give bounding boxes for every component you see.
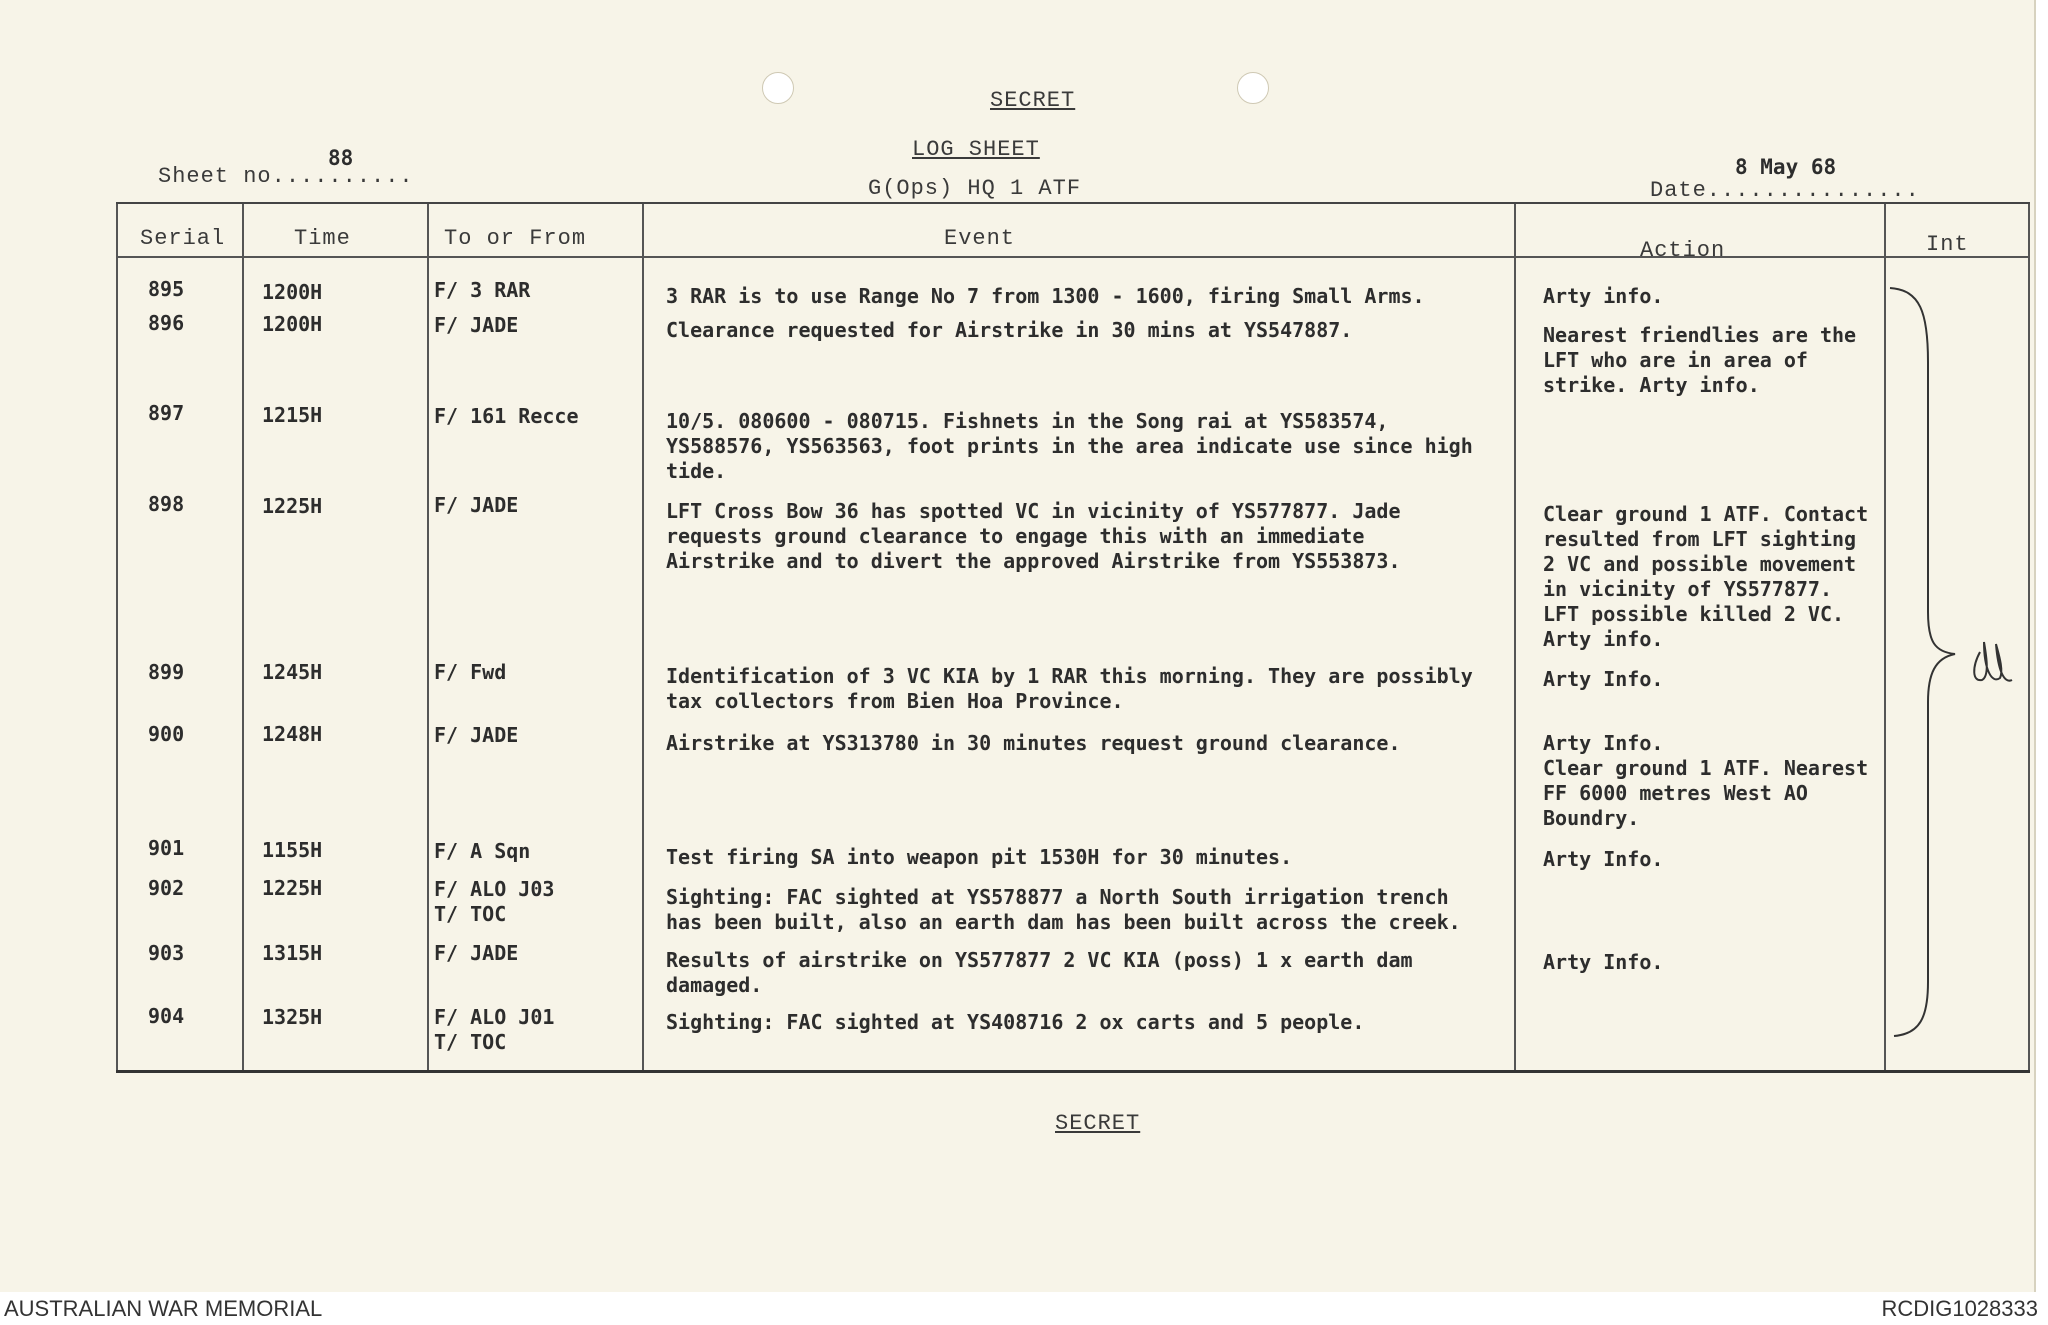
- row-to-from: F/ 3 RAR: [434, 278, 531, 302]
- row-event: Clearance requested for Airstrike in 30 mins at YS547887.: [666, 318, 1353, 342]
- row-action: Nearest friendlies are the LFT who are in area of strike. Arty info.: [1543, 323, 1857, 397]
- footer-record-id: RCDIG1028333: [1881, 1296, 2038, 1321]
- row-time: 1200H: [262, 312, 323, 336]
- date-label: Date...............: [1650, 178, 1920, 203]
- row-time: 1155H: [262, 838, 323, 862]
- int-initials-signature: [1974, 642, 2012, 681]
- int-brace-mark: [1880, 282, 2030, 1042]
- row-time: 1325H: [262, 1005, 323, 1029]
- col-header-serial: Serial: [140, 226, 226, 251]
- row-action: Arty Info.: [1543, 847, 1664, 871]
- row-to-from: F/ ALO J01 T/ TOC: [434, 1005, 555, 1054]
- sheet-number-label: Sheet no..........: [158, 164, 414, 189]
- col-header-to-from: To or From: [444, 226, 587, 251]
- row-time: 1315H: [262, 941, 323, 965]
- row-serial: 898: [148, 492, 185, 516]
- footer-institution: AUSTRALIAN WAR MEMORIAL: [4, 1296, 323, 1321]
- row-to-from: F/ A Sqn: [434, 839, 531, 863]
- archive-footer: [0, 1292, 2048, 1325]
- row-serial: 900: [148, 722, 185, 746]
- row-serial: 897: [148, 401, 185, 425]
- row-to-from: F/ JADE: [434, 723, 519, 747]
- row-event: 10/5. 080600 - 080715. Fishnets in the Song rai at YS583574, YS588576, YS563563, foot prints in the area indicate use since high tide.: [666, 409, 1473, 483]
- col-header-time: Time: [294, 226, 351, 251]
- row-serial: 895: [148, 277, 185, 301]
- date-value: 8 May 68: [1735, 155, 1837, 179]
- row-serial: 903: [148, 941, 185, 965]
- punch-hole: [762, 72, 794, 104]
- row-time: 1245H: [262, 660, 323, 684]
- sheet-number-value: 88: [328, 146, 354, 170]
- col-header-event: Event: [944, 226, 1016, 251]
- row-event: Sighting: FAC sighted at YS408716 2 ox carts and 5 people.: [666, 1010, 1365, 1034]
- row-to-from: F/ Fwd: [434, 660, 507, 684]
- unit-label: G(Ops) HQ 1 ATF: [868, 176, 1082, 201]
- row-serial: 902: [148, 876, 185, 900]
- row-serial: 896: [148, 311, 185, 335]
- row-action: Clear ground 1 ATF. Contact resulted from LFT sighting 2 VC and possible movement in vicinity of YS577877. LFT possible killed 2 VC. Arty info.: [1543, 502, 1869, 651]
- row-time: 1215H: [262, 403, 323, 427]
- row-time: 1248H: [262, 722, 323, 746]
- row-time: 1225H: [262, 494, 323, 518]
- row-action: Arty info.: [1543, 284, 1664, 308]
- row-serial: 899: [148, 660, 185, 684]
- row-time: 1225H: [262, 876, 323, 900]
- row-to-from: F/ JADE: [434, 493, 519, 517]
- classification-top: SECRET: [990, 88, 1076, 113]
- row-event: Sighting: FAC sighted at YS578877 a North South irrigation trench has been built, also an earth dam has been built across the creek.: [666, 885, 1461, 934]
- row-action: Arty Info.: [1543, 950, 1664, 974]
- row-to-from: F/ JADE: [434, 313, 519, 337]
- row-serial: 904: [148, 1004, 185, 1028]
- col-header-int: Int: [1926, 232, 1969, 257]
- row-action: Arty Info.: [1543, 667, 1664, 691]
- classification-bottom: SECRET: [1055, 1111, 1141, 1136]
- col-header-action: Action: [1640, 238, 1726, 263]
- row-time: 1200H: [262, 280, 323, 304]
- row-event: Test firing SA into weapon pit 1530H for 30 minutes.: [666, 845, 1293, 869]
- punch-hole: [1237, 72, 1269, 104]
- row-event: Airstrike at YS313780 in 30 minutes request ground clearance.: [666, 731, 1401, 755]
- log-sheet-title: LOG SHEET: [912, 137, 1040, 162]
- row-to-from: F/ JADE: [434, 941, 519, 965]
- row-serial: 901: [148, 836, 185, 860]
- row-to-from: F/ ALO J03 T/ TOC: [434, 877, 555, 926]
- row-event: Identification of 3 VC KIA by 1 RAR this morning. They are possibly tax collectors from Bien Hoa Province.: [666, 664, 1473, 713]
- row-event: 3 RAR is to use Range No 7 from 1300 - 1600, firing Small Arms.: [666, 284, 1425, 308]
- row-to-from: F/ 161 Recce: [434, 404, 579, 428]
- row-event: LFT Cross Bow 36 has spotted VC in vicinity of YS577877. Jade requests ground clearance to engage this with an immediate Airstrike and to divert the approved Airstrike from YS553873.: [666, 499, 1401, 573]
- row-event: Results of airstrike on YS577877 2 VC KIA (poss) 1 x earth dam damaged.: [666, 948, 1413, 997]
- row-action: Arty Info. Clear ground 1 ATF. Nearest FF 6000 metres West AO Boundry.: [1543, 731, 1869, 830]
